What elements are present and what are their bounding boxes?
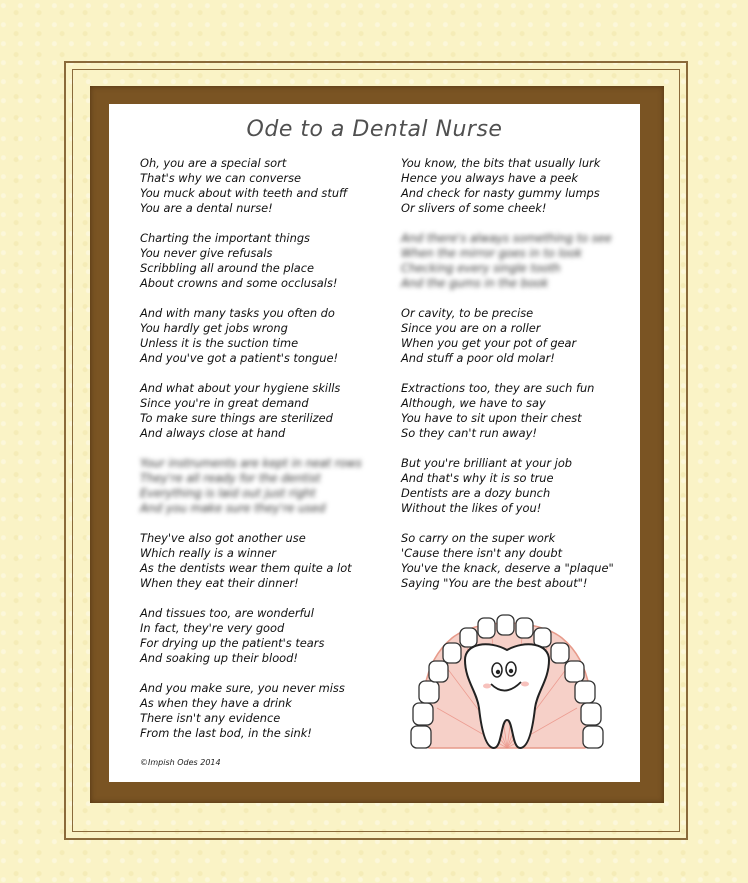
- stanza-blurred: [140, 456, 390, 516]
- poem-line: There isn't any evidence: [140, 711, 281, 725]
- poem-line: Extractions too, they are such fun: [401, 381, 595, 395]
- poem-line: In fact, they're very good: [140, 621, 285, 635]
- stanza: [401, 156, 651, 216]
- poem-line: You have to sit upon their chest: [401, 411, 582, 425]
- copyright-notice: ©Impish Odes 2014: [140, 758, 221, 767]
- poem-line: And check for nasty gummy lumps: [401, 186, 600, 200]
- poem-line: And you've got a patient's tongue!: [140, 351, 339, 365]
- stanza: [140, 606, 390, 666]
- poem-line: Checking every single tooth: [401, 261, 561, 275]
- stanza: [140, 156, 390, 216]
- tooth-illustration: [407, 608, 607, 756]
- poem-line: Or slivers of some cheek!: [401, 201, 547, 215]
- poem-line: So they can't run away!: [401, 426, 537, 440]
- poem-line: Scribbling all around the place: [140, 261, 315, 275]
- poem-line: And with many tasks you often do: [140, 306, 335, 320]
- stanza: [401, 531, 651, 591]
- poem-line: But you're brilliant at your job: [401, 456, 573, 470]
- poem-line: So carry on the super work: [401, 531, 556, 545]
- poem-line: They're all ready for the dentist: [140, 471, 321, 485]
- poem-line: When the mirror goes in to look: [401, 246, 583, 260]
- poem-line: When they eat their dinner!: [140, 576, 299, 590]
- poem-line: And you make sure they're used: [140, 501, 326, 515]
- poem-line: And that's why it is so true: [401, 471, 554, 485]
- poem-line: Charting the important things: [140, 231, 310, 245]
- poem-line: When you get your pot of gear: [401, 336, 577, 350]
- poem-line: And the gums in the book: [401, 276, 549, 290]
- poem-line: You've the knack, deserve a "plaque": [401, 561, 614, 575]
- poem-line: Oh, you are a special sort: [140, 156, 287, 170]
- poem-line: Since you're in great demand: [140, 396, 309, 410]
- poem-line: Dentists are a dozy bunch: [401, 486, 551, 500]
- poem-line: You never give refusals: [140, 246, 273, 260]
- poem-line: From the last bod, in the sink!: [140, 726, 312, 740]
- poem-line: And always close at hand: [140, 426, 286, 440]
- poem-line: Although, we have to say: [401, 396, 546, 410]
- stanza: [140, 231, 390, 291]
- poem-line: And stuff a poor old molar!: [401, 351, 555, 365]
- poem-title: Ode to a Dental Nurse: [246, 117, 503, 142]
- poem-line: And what about your hygiene skills: [140, 381, 341, 395]
- poem-right-column: [401, 156, 651, 606]
- poem-line: 'Cause there isn't any doubt: [401, 546, 563, 560]
- poem-line: As when they have a drink: [140, 696, 292, 710]
- poem-line: You know, the bits that usually lurk: [401, 156, 601, 170]
- poem-line: You muck about with teeth and stuff: [140, 186, 348, 200]
- stanza: [140, 531, 390, 591]
- poem-line: And tissues too, are wonderful: [140, 606, 314, 620]
- poem-line: That's why we can converse: [140, 171, 302, 185]
- poem-line: For drying up the patient's tears: [140, 636, 325, 650]
- poem-line: You hardly get jobs wrong: [140, 321, 288, 335]
- stanza: [140, 381, 390, 441]
- stanza: [401, 456, 651, 516]
- poem-line: As the dentists wear them quite a lot: [140, 561, 352, 575]
- poem-line: Without the likes of you!: [401, 501, 542, 515]
- poem-line: About crowns and some occlusals!: [140, 276, 338, 290]
- poem-line: To make sure things are sterilized: [140, 411, 333, 425]
- poem-line: Or cavity, to be precise: [401, 306, 534, 320]
- poem-line: Saying "You are the best about"!: [401, 576, 588, 590]
- poem-line: Your instruments are kept in neat rows: [140, 456, 362, 470]
- poem-line: You are a dental nurse!: [140, 201, 273, 215]
- poem-line: And soaking up their blood!: [140, 651, 298, 665]
- stanza: [401, 381, 651, 441]
- poem-line: Which really is a winner: [140, 546, 277, 560]
- poem-line: Everything is laid out just right: [140, 486, 316, 500]
- poem-line: Unless it is the suction time: [140, 336, 299, 350]
- poem-line: Since you are on a roller: [401, 321, 541, 335]
- poem-line: And there's always something to see: [401, 231, 612, 245]
- stanza: [140, 681, 390, 741]
- stanza-blurred: [401, 231, 651, 291]
- poem-line: And you make sure, you never miss: [140, 681, 345, 695]
- stanza: [140, 306, 390, 366]
- poem-left-column: [140, 156, 390, 756]
- poem-line: They've also got another use: [140, 531, 306, 545]
- stanza: [401, 306, 651, 366]
- poem-line: Hence you always have a peek: [401, 171, 578, 185]
